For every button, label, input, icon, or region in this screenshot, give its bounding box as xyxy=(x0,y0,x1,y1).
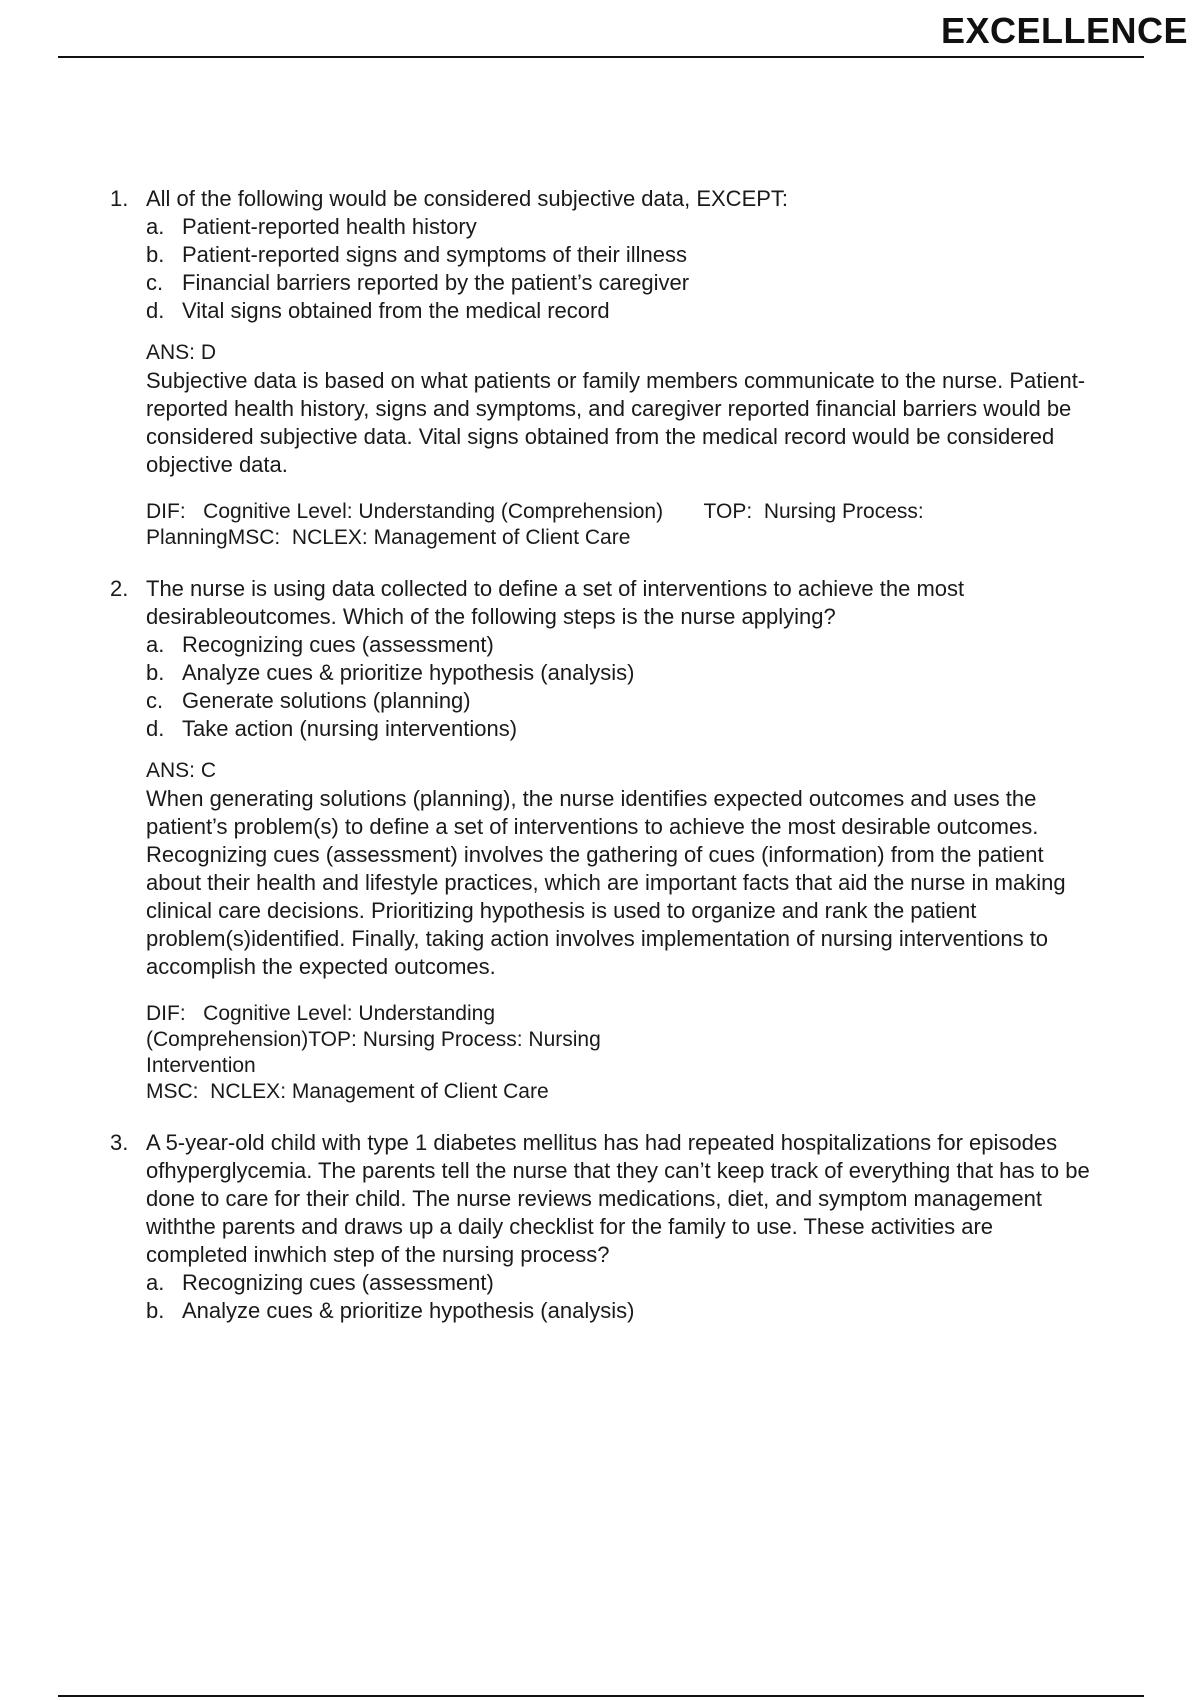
option-letter: b. xyxy=(146,1298,165,1323)
header-rule xyxy=(58,56,1144,58)
answer-key: ANS: C xyxy=(146,759,217,782)
option-a xyxy=(146,631,1090,659)
option-c xyxy=(146,687,1090,715)
question-2 xyxy=(110,575,1090,1105)
question-number: 3. xyxy=(110,1130,129,1155)
option-list xyxy=(146,631,1090,743)
meta-line: DIF: Cognitive Level: Understanding (Comprehension) TOP: Nursing Process: xyxy=(146,500,924,523)
option-d xyxy=(146,715,1090,743)
answer-key: ANS: D xyxy=(146,341,217,364)
option-text: Recognizing cues (assessment) xyxy=(182,1270,494,1295)
option-text: Financial barriers reported by the patient’s caregiver xyxy=(182,270,690,295)
option-text: Patient-reported health history xyxy=(182,214,477,239)
meta-block xyxy=(146,499,1090,551)
option-b xyxy=(146,659,1090,687)
option-list xyxy=(146,1269,1090,1325)
option-letter: a. xyxy=(146,1270,165,1295)
meta-line: MSC: NCLEX: Management of Client Care xyxy=(146,1080,549,1103)
option-b xyxy=(146,1297,1090,1325)
option-list xyxy=(146,213,1090,325)
option-text: Analyze cues & prioritize hypothesis (analysis) xyxy=(182,1298,635,1323)
option-letter: b. xyxy=(146,660,165,685)
option-letter: c. xyxy=(146,688,164,713)
option-a xyxy=(146,1269,1090,1297)
meta-block xyxy=(146,1001,1090,1105)
question-number: 1. xyxy=(110,186,129,211)
option-d xyxy=(146,297,1090,325)
question-stem: A 5-year-old child with type 1 diabetes mellitus has had repeated hospitalizations for episodes ofhyperglycemia. The parents tell the nurse that they can’t keep track of everything that has to be done to care for their child. The nurse reviews medications, diet, and symptom management withthe parents and draws up a daily checklist for the family to use. These activities are completed inwhich step of the nursing process? xyxy=(146,1130,1090,1267)
option-letter: d. xyxy=(146,716,165,741)
question-stem: All of the following would be considered subjective data, EXCEPT: xyxy=(146,186,789,211)
document-content xyxy=(110,185,1090,1325)
option-letter: a. xyxy=(146,632,165,657)
option-letter: a. xyxy=(146,214,165,239)
option-c xyxy=(146,269,1090,297)
option-letter: d. xyxy=(146,298,165,323)
meta-line: PlanningMSC: NCLEX: Management of Client Care xyxy=(146,526,631,549)
question-3 xyxy=(110,1129,1090,1325)
question-number: 2. xyxy=(110,576,129,601)
rationale: Subjective data is based on what patients or family members communicate to the nurse. Patient-reported health history, signs and symptoms, and caregiver reported financial barriers would be considered subjective data. Vital signs obtained from the medical record would be considered objective data. xyxy=(146,368,1086,477)
question-1 xyxy=(110,185,1090,551)
answer-block xyxy=(146,339,1090,479)
option-text: Take action (nursing interventions) xyxy=(182,716,518,741)
rationale: When generating solutions (planning), the nurse identifies expected outcomes and uses the patient’s problem(s) to define a set of interventions to achieve the most desirable outcomes. Recognizing cues (assessment) involves the gathering of cues (information) from the patient about their health and lifestyle practices, which are important facts that aid the nurse in making clinical care decisions. Prioritizing hypothesis is used to organize and rank the patient problem(s)identified. Finally, taking action involves implementation of nursing interventions to accomplish the expected outcomes. xyxy=(146,786,1066,979)
option-text: Patient-reported signs and symptoms of their illness xyxy=(182,242,688,267)
question-stem: The nurse is using data collected to define a set of interventions to achieve the most desirableoutcomes. Which of the following steps is the nurse applying? xyxy=(146,576,965,629)
option-letter: c. xyxy=(146,270,164,295)
header-brand: EXCELLENCE xyxy=(940,10,1188,51)
answer-block xyxy=(146,757,1090,981)
option-text: Recognizing cues (assessment) xyxy=(182,632,494,657)
option-text: Vital signs obtained from the medical record xyxy=(182,298,610,323)
footer-rule xyxy=(58,1695,1144,1697)
meta-line: (Comprehension)TOP: Nursing Process: Nursing xyxy=(146,1028,601,1051)
option-text: Generate solutions (planning) xyxy=(182,688,471,713)
meta-line: DIF: Cognitive Level: Understanding xyxy=(146,1002,496,1025)
option-a xyxy=(146,213,1090,241)
option-text: Analyze cues & prioritize hypothesis (analysis) xyxy=(182,660,635,685)
option-letter: b. xyxy=(146,242,165,267)
meta-line: Intervention xyxy=(146,1054,256,1077)
option-b xyxy=(146,241,1090,269)
